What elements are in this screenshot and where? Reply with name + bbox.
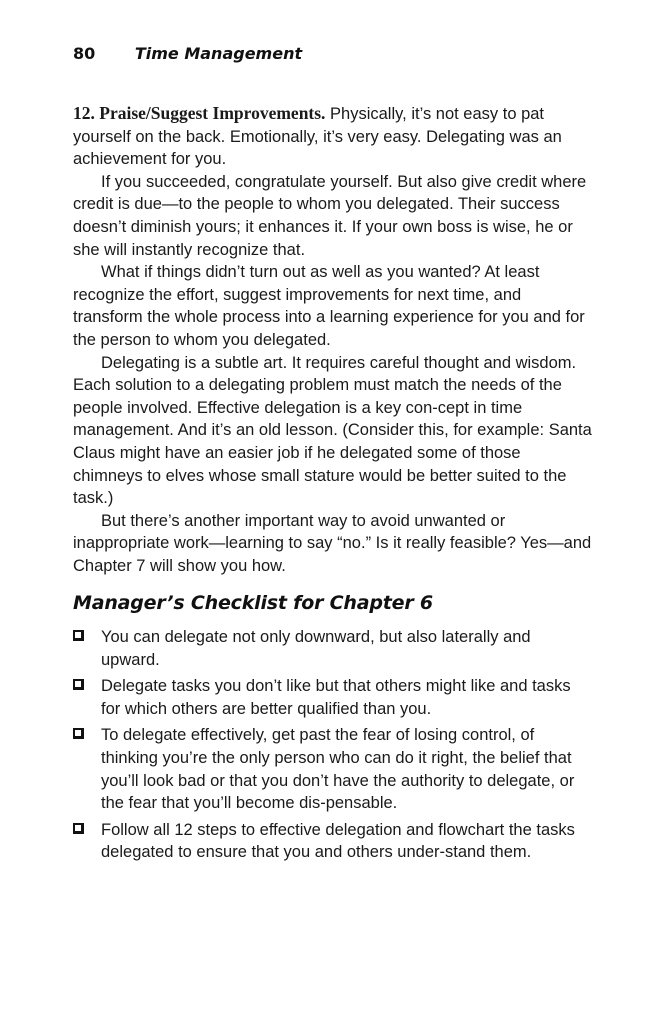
checkbox-icon: [73, 823, 84, 834]
checklist-item: [73, 724, 593, 814]
checklist-item-text: Follow all 12 steps to effective delegation and flowchart the tasks delegated to ensure that you and others under-stand them.: [101, 820, 575, 862]
checklist-item: [73, 626, 593, 671]
checklist: [73, 626, 593, 868]
checklist-item-text: To delegate effectively, get past the fear of losing control, of thinking you’re the only person who can do it right, the belief that you’ll look bad or that you don’t have the authority to delegate, or the fear that you’ll become dis-pensable.: [101, 726, 575, 813]
paragraph-step-12: [73, 102, 593, 171]
paragraph-1-text: Physically, it’s not easy to pat yourself on the back. Emotionally, it’s very easy. Delegating was an achievement for you.: [73, 105, 562, 169]
paragraph-5: But there’s another important way to avoid unwanted or inappropriate work—learning to say “no.” Is it really feasible? Yes—and Chapter 7 will show you how.: [73, 511, 592, 575]
checklist-item: [73, 675, 593, 720]
paragraph-2: If you succeeded, congratulate yourself. But also give credit where credit is due—to the people to whom you delegated. Their success doesn’t diminish yours; it enhances it. If your own boss is wise, he or she will instantly recognize that.: [73, 172, 587, 259]
checklist-item-text: Delegate tasks you don’t like but that others might like and tasks for which others are better qualified than you.: [101, 677, 571, 718]
checkbox-icon: [73, 728, 84, 739]
checklist-item: [73, 819, 593, 864]
paragraph-3: What if things didn’t turn out as well as you wanted? At least recognize the effort, suggest improvements for next time, and transform the whole process into a learning experience for you and for the person to whom you delegated.: [73, 263, 585, 349]
checkbox-icon: [73, 679, 84, 690]
checklist-title: Manager’s Checklist for Chapter 6: [73, 592, 433, 614]
step-heading: 12. Praise/Suggest Improvements.: [73, 103, 326, 123]
running-title: Time Management: [134, 44, 303, 63]
paragraph-4: Delegating is a subtle art. It requires careful thought and wisdom. Each solution to a delegating problem must match the needs of the people involved. Effective delegation is a key con-cept in time management. And it’s an old lesson. (Consider this, for example: Santa Claus might have an easier job if he delegated some of those chimneys to elves whose small stature would be better suited to the task.): [73, 353, 592, 508]
running-head: [73, 44, 302, 63]
checklist-item-text: You can delegate not only downward, but also laterally and upward.: [101, 628, 531, 669]
body-text: [73, 102, 593, 577]
page-number: 80: [73, 44, 96, 63]
checkbox-icon: [73, 630, 84, 641]
